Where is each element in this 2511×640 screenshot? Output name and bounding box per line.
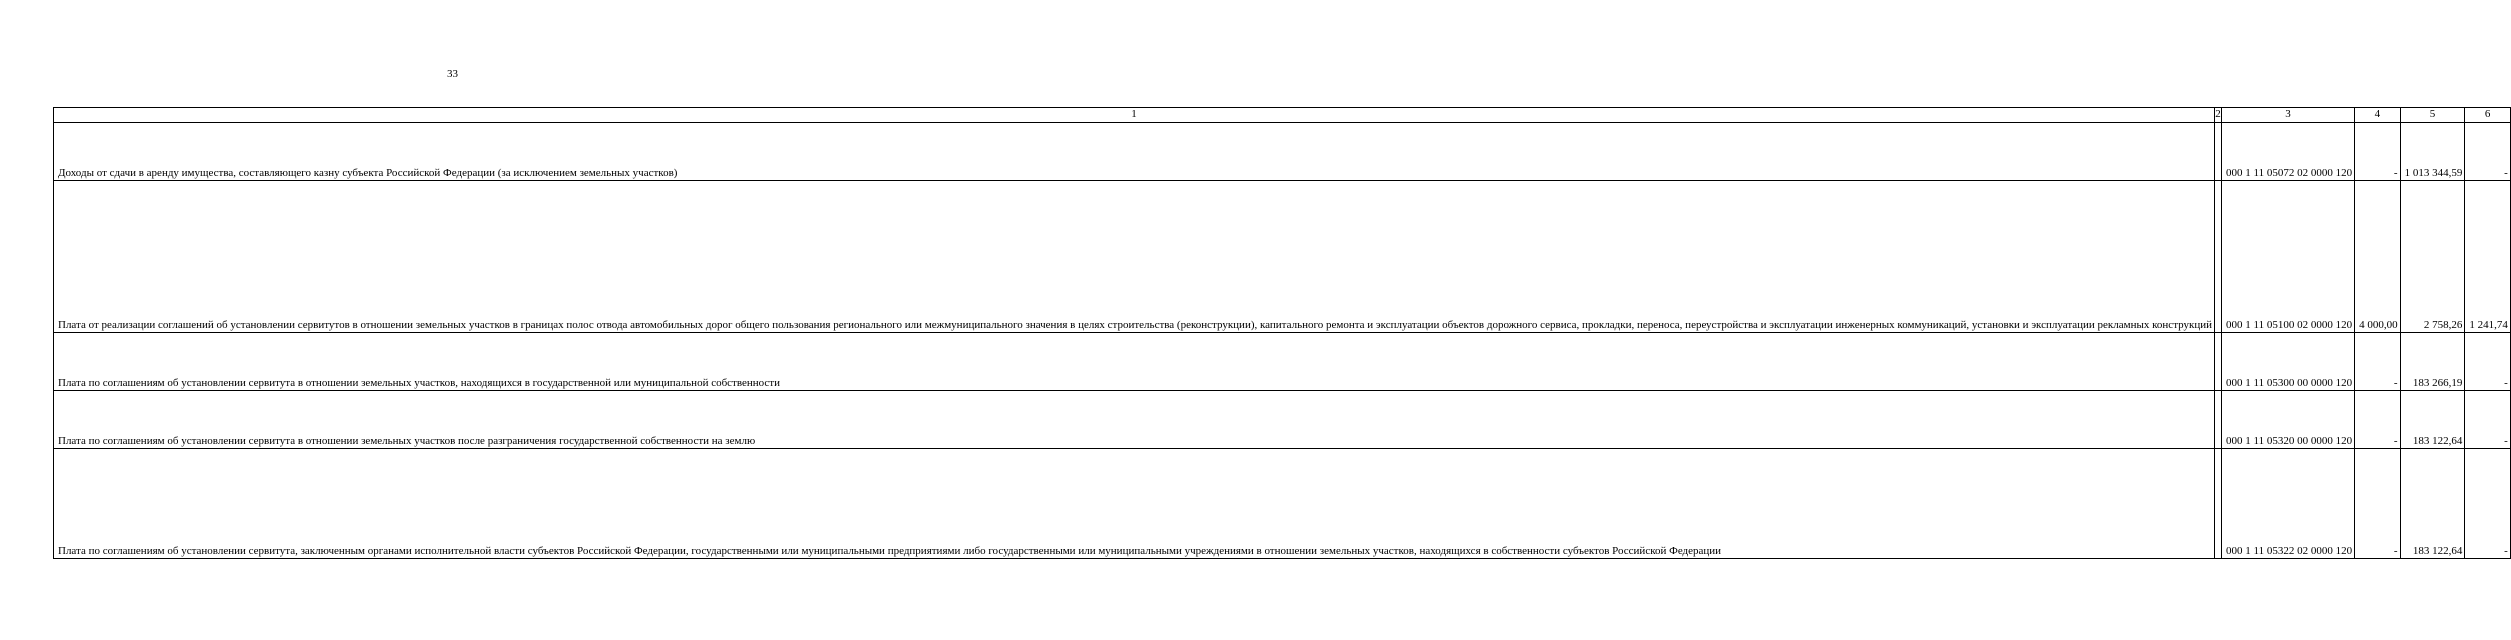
row-col2 [2215,391,2222,449]
row-description: Доходы от сдачи в аренду имущества, составляющего казну субъекта Российской Федерации (за исключением земельных участков) [54,123,2215,181]
header-cell: 3 [2222,108,2355,123]
row-col6: - [2465,333,2511,391]
row-col2 [2215,333,2222,391]
row-description: Плата от реализации соглашений об установлении сервитутов в отношении земельных участков в границах полос отвода автомобильных дорог общего пользования регионального или межмуниципального значения в целях строительства (реконструкции), капитального ремонта и эксплуатации объектов дорожного сервиса, прокладки, переноса, переустройства и эксплуатации инженерных коммуникаций, установки и эксплуатации рекламных конструкций [54,181,2215,333]
revenue-table [53,107,2511,559]
row-col2 [2215,449,2222,559]
row-code: 000 1 11 05072 02 0000 120 [2222,123,2355,181]
table-row [54,333,2511,391]
row-code: 000 1 11 05300 00 0000 120 [2222,333,2355,391]
row-col2 [2215,123,2222,181]
row-col5: 183 266,19 [2400,333,2465,391]
row-col4: - [2355,449,2401,559]
row-code: 000 1 11 05322 02 0000 120 [2222,449,2355,559]
table-row [54,449,2511,559]
row-col4: - [2355,333,2401,391]
page-number: 33 [447,68,458,80]
header-cell: 2 [2215,108,2222,123]
row-col4: - [2355,123,2401,181]
table-header-row [54,108,2511,123]
row-col6: 1 241,74 [2465,181,2511,333]
table-row [54,181,2511,333]
row-col5: 183 122,64 [2400,449,2465,559]
row-col6: - [2465,449,2511,559]
table-row [54,123,2511,181]
row-col5: 1 013 344,59 [2400,123,2465,181]
table-row [54,391,2511,449]
header-cell: 4 [2355,108,2401,123]
row-description: Плата по соглашениям об установлении сервитута в отношении земельных участков после разграничения государственной собственности на землю [54,391,2215,449]
row-code: 000 1 11 05100 02 0000 120 [2222,181,2355,333]
row-description: Плата по соглашениям об установлении сервитута в отношении земельных участков, находящихся в государственной или муниципальной собственности [54,333,2215,391]
row-code: 000 1 11 05320 00 0000 120 [2222,391,2355,449]
row-col6: - [2465,123,2511,181]
header-cell: 5 [2400,108,2465,123]
row-col5: 2 758,26 [2400,181,2465,333]
header-cell: 6 [2465,108,2511,123]
header-cell: 1 [54,108,2215,123]
row-description: Плата по соглашениям об установлении сервитута, заключенным органами исполнительной власти субъектов Российской Федерации, государственными или муниципальными предприятиями либо государственными или муниципальными учреждениями в отношении земельных участков, находящихся в собственности субъектов Российской Федерации [54,449,2215,559]
row-col6: - [2465,391,2511,449]
row-col4: - [2355,391,2401,449]
row-col4: 4 000,00 [2355,181,2401,333]
row-col2 [2215,181,2222,333]
row-col5: 183 122,64 [2400,391,2465,449]
